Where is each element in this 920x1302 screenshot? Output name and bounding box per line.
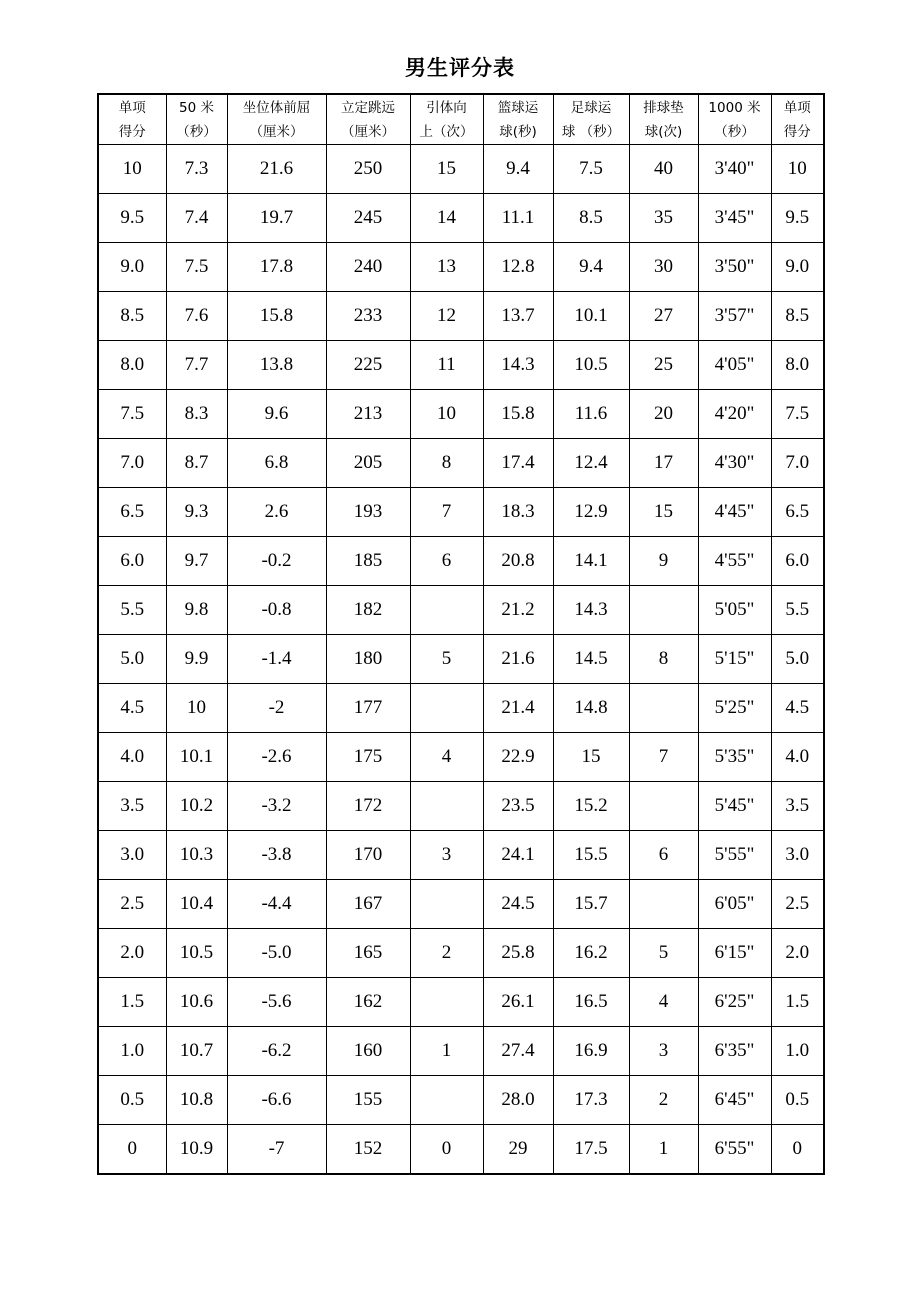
table-cell: 7.0: [98, 439, 166, 488]
table-cell: 40: [629, 145, 698, 194]
table-cell: -6.6: [227, 1076, 326, 1125]
table-cell: 27.4: [483, 1027, 553, 1076]
table-row: [98, 1125, 824, 1175]
table-cell: 1.5: [771, 978, 824, 1027]
table-cell: 7.3: [166, 145, 227, 194]
table-cell: 17.8: [227, 243, 326, 292]
table-cell: 24.1: [483, 831, 553, 880]
table-cell: 8.3: [166, 390, 227, 439]
table-cell: 2.0: [771, 929, 824, 978]
table-cell: 4'30": [698, 439, 771, 488]
table-cell: 15.7: [553, 880, 629, 929]
table-cell: 25: [629, 341, 698, 390]
table-cell: 7.7: [166, 341, 227, 390]
column-header-line: 得分: [783, 123, 811, 140]
table-row: [98, 978, 824, 1027]
table-cell: 20: [629, 390, 698, 439]
column-header-line: 球(秒): [499, 123, 537, 140]
table-cell: 213: [326, 390, 410, 439]
table-cell: 7.5: [98, 390, 166, 439]
table-cell: 1.5: [98, 978, 166, 1027]
table-cell: 7.5: [166, 243, 227, 292]
table-cell: 5'15": [698, 635, 771, 684]
table-cell: 6.0: [98, 537, 166, 586]
column-header-line: 坐位体前屈: [242, 99, 311, 116]
table-row: [98, 782, 824, 831]
table-cell: [410, 1076, 483, 1125]
table-cell: 8: [410, 439, 483, 488]
table-cell: 7.5: [771, 390, 824, 439]
column-header-line: 足球运: [570, 99, 612, 116]
column-header-line: 得分: [118, 123, 146, 140]
table-cell: 10.6: [166, 978, 227, 1027]
table-cell: 5.5: [98, 586, 166, 635]
table-cell: 17: [629, 439, 698, 488]
header-standing-long-jump: [326, 94, 410, 145]
table-cell: 2.5: [771, 880, 824, 929]
column-header-line: 立定跳远: [341, 99, 395, 116]
table-cell: -3.2: [227, 782, 326, 831]
table-cell: 5: [410, 635, 483, 684]
table-cell: 245: [326, 194, 410, 243]
table-cell: 3'50": [698, 243, 771, 292]
table-cell: 13.8: [227, 341, 326, 390]
table-cell: 10: [410, 390, 483, 439]
table-cell: 10.4: [166, 880, 227, 929]
table-cell: 14.5: [553, 635, 629, 684]
table-cell: 21.4: [483, 684, 553, 733]
page-title: 男生评分表: [405, 56, 515, 80]
table-cell: 6'45": [698, 1076, 771, 1125]
table-row: [98, 880, 824, 929]
table-cell: 12.9: [553, 488, 629, 537]
table-cell: [410, 978, 483, 1027]
table-cell: 16.5: [553, 978, 629, 1027]
table-cell: [629, 586, 698, 635]
table-cell: 4.0: [98, 733, 166, 782]
table-cell: 0: [410, 1125, 483, 1175]
table-cell: -2.6: [227, 733, 326, 782]
table-cell: 3: [410, 831, 483, 880]
column-header-line: 单项: [783, 99, 811, 116]
table-row: [98, 684, 824, 733]
table-cell: 5.0: [98, 635, 166, 684]
table-cell: [410, 586, 483, 635]
table-cell: 6'25": [698, 978, 771, 1027]
table-cell: 1: [629, 1125, 698, 1175]
column-header-line: （厘米）: [341, 123, 395, 140]
table-cell: 30: [629, 243, 698, 292]
table-cell: 0.5: [98, 1076, 166, 1125]
table-cell: 15.2: [553, 782, 629, 831]
column-header-line: 1000 米: [708, 99, 761, 116]
table-cell: 3'40": [698, 145, 771, 194]
table-row: [98, 929, 824, 978]
column-header-line: （秒）: [176, 123, 217, 140]
table-cell: 10.5: [553, 341, 629, 390]
table-cell: 17.5: [553, 1125, 629, 1175]
table-cell: 12.4: [553, 439, 629, 488]
table-cell: 8.5: [553, 194, 629, 243]
table-cell: 4: [629, 978, 698, 1027]
table-cell: -5.0: [227, 929, 326, 978]
table-cell: 165: [326, 929, 410, 978]
table-cell: 250: [326, 145, 410, 194]
table-cell: 160: [326, 1027, 410, 1076]
table-cell: 9.6: [227, 390, 326, 439]
table-cell: 9.9: [166, 635, 227, 684]
table-cell: 5.5: [771, 586, 824, 635]
table-row: [98, 243, 824, 292]
table-cell: 172: [326, 782, 410, 831]
table-cell: 7: [410, 488, 483, 537]
table-cell: 0: [98, 1125, 166, 1175]
column-header-line: 单项: [118, 99, 146, 116]
table-cell: 14.8: [553, 684, 629, 733]
table-cell: -6.2: [227, 1027, 326, 1076]
table-cell: [410, 880, 483, 929]
header-score-right: [771, 94, 824, 145]
table-cell: 14: [410, 194, 483, 243]
table-cell: 170: [326, 831, 410, 880]
table-cell: 180: [326, 635, 410, 684]
table-cell: 3'45": [698, 194, 771, 243]
column-header-line: 球(次): [644, 123, 683, 140]
table-cell: 5.0: [771, 635, 824, 684]
table-cell: 3: [629, 1027, 698, 1076]
table-cell: 185: [326, 537, 410, 586]
table-row: [98, 831, 824, 880]
table-cell: 155: [326, 1076, 410, 1125]
table-cell: 23.5: [483, 782, 553, 831]
table-cell: 2.6: [227, 488, 326, 537]
table-cell: 9.5: [98, 194, 166, 243]
table-cell: 35: [629, 194, 698, 243]
table-row: [98, 537, 824, 586]
table-body: [98, 145, 824, 1175]
table-cell: 27: [629, 292, 698, 341]
table-cell: -2: [227, 684, 326, 733]
table-cell: 1: [410, 1027, 483, 1076]
table-cell: 6.0: [771, 537, 824, 586]
table-cell: 6'35": [698, 1027, 771, 1076]
table-row: [98, 1027, 824, 1076]
table-cell: -5.6: [227, 978, 326, 1027]
table-cell: 10.1: [166, 733, 227, 782]
column-header-line: （厘米）: [249, 123, 304, 140]
table-cell: 3.0: [771, 831, 824, 880]
table-cell: 1.0: [771, 1027, 824, 1076]
table-cell: 10: [166, 684, 227, 733]
table-row: [98, 194, 824, 243]
table-cell: 28.0: [483, 1076, 553, 1125]
table-cell: 15: [410, 145, 483, 194]
table-cell: 6'05": [698, 880, 771, 929]
score-table: [97, 93, 825, 1175]
table-cell: 193: [326, 488, 410, 537]
table-row: [98, 145, 824, 194]
table-cell: 8.7: [166, 439, 227, 488]
table-cell: 8.5: [98, 292, 166, 341]
header-1000m: [698, 94, 771, 145]
table-cell: 11: [410, 341, 483, 390]
table-row: [98, 341, 824, 390]
table-cell: 175: [326, 733, 410, 782]
table-cell: 9.8: [166, 586, 227, 635]
table-cell: 6.8: [227, 439, 326, 488]
table-cell: -3.8: [227, 831, 326, 880]
table-cell: 10: [98, 145, 166, 194]
table-cell: 6.5: [98, 488, 166, 537]
table-cell: 25.8: [483, 929, 553, 978]
table-cell: 9.0: [98, 243, 166, 292]
header-50m: [166, 94, 227, 145]
table-cell: 12: [410, 292, 483, 341]
table-cell: 4.5: [771, 684, 824, 733]
header-pull-ups: [410, 94, 483, 145]
table-cell: 21.6: [227, 145, 326, 194]
header-football-dribble: [553, 94, 629, 145]
table-row: [98, 390, 824, 439]
column-header-line: 篮球运: [497, 99, 539, 116]
table-cell: 14.3: [483, 341, 553, 390]
table-cell: 5'55": [698, 831, 771, 880]
table-cell: [629, 684, 698, 733]
table-cell: 21.6: [483, 635, 553, 684]
table-cell: 7: [629, 733, 698, 782]
table-cell: 7.0: [771, 439, 824, 488]
table-cell: 10.2: [166, 782, 227, 831]
table-cell: 29: [483, 1125, 553, 1175]
table-row: [98, 586, 824, 635]
table-cell: 11.6: [553, 390, 629, 439]
table-cell: 15: [553, 733, 629, 782]
table-cell: 4'20": [698, 390, 771, 439]
table-cell: 162: [326, 978, 410, 1027]
table-cell: 26.1: [483, 978, 553, 1027]
table-cell: 13: [410, 243, 483, 292]
column-header-line: 排球垫: [643, 99, 684, 116]
table-cell: 9.4: [483, 145, 553, 194]
table-cell: 7.4: [166, 194, 227, 243]
header-sit-and-reach: [227, 94, 326, 145]
table-cell: [629, 782, 698, 831]
table-cell: 8: [629, 635, 698, 684]
table-cell: 9: [629, 537, 698, 586]
table-cell: 17.4: [483, 439, 553, 488]
column-header-line: （秒）: [714, 123, 755, 140]
table-cell: 3'57": [698, 292, 771, 341]
table-header-row: [98, 94, 824, 145]
table-cell: 9.0: [771, 243, 824, 292]
table-cell: 0: [771, 1125, 824, 1175]
table-cell: 22.9: [483, 733, 553, 782]
table-cell: 5'05": [698, 586, 771, 635]
table-cell: 177: [326, 684, 410, 733]
table-cell: 5: [629, 929, 698, 978]
table-cell: -1.4: [227, 635, 326, 684]
table-cell: 8.0: [771, 341, 824, 390]
table-cell: 21.2: [483, 586, 553, 635]
table-cell: 5'35": [698, 733, 771, 782]
table-cell: 2.0: [98, 929, 166, 978]
table-cell: 3.5: [771, 782, 824, 831]
table-cell: 4'55": [698, 537, 771, 586]
column-header-line: 引体向: [426, 99, 467, 116]
table-cell: 15.5: [553, 831, 629, 880]
table-cell: 24.5: [483, 880, 553, 929]
table-cell: 20.8: [483, 537, 553, 586]
table-row: [98, 439, 824, 488]
table-cell: [629, 880, 698, 929]
table-cell: 4.5: [98, 684, 166, 733]
table-cell: 6: [410, 537, 483, 586]
table-row: [98, 488, 824, 537]
table-cell: 3.0: [98, 831, 166, 880]
table-cell: 16.2: [553, 929, 629, 978]
table-cell: 6'55": [698, 1125, 771, 1175]
table-cell: 16.9: [553, 1027, 629, 1076]
table-cell: 6.5: [771, 488, 824, 537]
table-cell: 12.8: [483, 243, 553, 292]
table-cell: 4.0: [771, 733, 824, 782]
table-cell: 10.9: [166, 1125, 227, 1175]
table-cell: 10: [771, 145, 824, 194]
table-cell: 1.0: [98, 1027, 166, 1076]
table-cell: 10.8: [166, 1076, 227, 1125]
table-cell: 167: [326, 880, 410, 929]
header-score-left: [98, 94, 166, 145]
table-cell: 225: [326, 341, 410, 390]
column-header-line: 50 米: [179, 99, 214, 116]
table-cell: -7: [227, 1125, 326, 1175]
table-cell: 7.6: [166, 292, 227, 341]
table-cell: 15.8: [483, 390, 553, 439]
table-row: [98, 635, 824, 684]
table-cell: 9.4: [553, 243, 629, 292]
table-cell: 10.5: [166, 929, 227, 978]
table-cell: 15: [629, 488, 698, 537]
table-cell: 14.3: [553, 586, 629, 635]
table-cell: 18.3: [483, 488, 553, 537]
table-cell: 2: [629, 1076, 698, 1125]
header-volleyball-bump: [629, 94, 698, 145]
table-cell: [410, 684, 483, 733]
table-cell: 10.1: [553, 292, 629, 341]
table-cell: 5'45": [698, 782, 771, 831]
table-cell: 2: [410, 929, 483, 978]
table-row: [98, 1076, 824, 1125]
table-cell: 182: [326, 586, 410, 635]
table-cell: 14.1: [553, 537, 629, 586]
table-cell: 7.5: [553, 145, 629, 194]
table-cell: 233: [326, 292, 410, 341]
table-cell: 10.7: [166, 1027, 227, 1076]
table-cell: 15.8: [227, 292, 326, 341]
table-cell: [410, 782, 483, 831]
table-row: [98, 292, 824, 341]
table-cell: 205: [326, 439, 410, 488]
table-cell: 0.5: [771, 1076, 824, 1125]
table-cell: 4'45": [698, 488, 771, 537]
table-cell: 6: [629, 831, 698, 880]
column-header-line: 上（次）: [419, 123, 474, 140]
table-cell: 9.5: [771, 194, 824, 243]
table-cell: 8.5: [771, 292, 824, 341]
table-cell: 2.5: [98, 880, 166, 929]
column-header-line: 球 （秒）: [561, 123, 621, 140]
table-cell: 4'05": [698, 341, 771, 390]
table-cell: 11.1: [483, 194, 553, 243]
table-cell: 19.7: [227, 194, 326, 243]
table-cell: 5'25": [698, 684, 771, 733]
table-cell: 6'15": [698, 929, 771, 978]
table-cell: 8.0: [98, 341, 166, 390]
table-cell: 9.7: [166, 537, 227, 586]
table-cell: 17.3: [553, 1076, 629, 1125]
table-cell: 4: [410, 733, 483, 782]
table-cell: -4.4: [227, 880, 326, 929]
table-cell: -0.2: [227, 537, 326, 586]
table-cell: 9.3: [166, 488, 227, 537]
table-row: [98, 733, 824, 782]
table-cell: 3.5: [98, 782, 166, 831]
table-cell: 240: [326, 243, 410, 292]
table-cell: 152: [326, 1125, 410, 1175]
header-basketball-dribble: [483, 94, 553, 145]
table-cell: 10.3: [166, 831, 227, 880]
table-cell: -0.8: [227, 586, 326, 635]
table-cell: 13.7: [483, 292, 553, 341]
